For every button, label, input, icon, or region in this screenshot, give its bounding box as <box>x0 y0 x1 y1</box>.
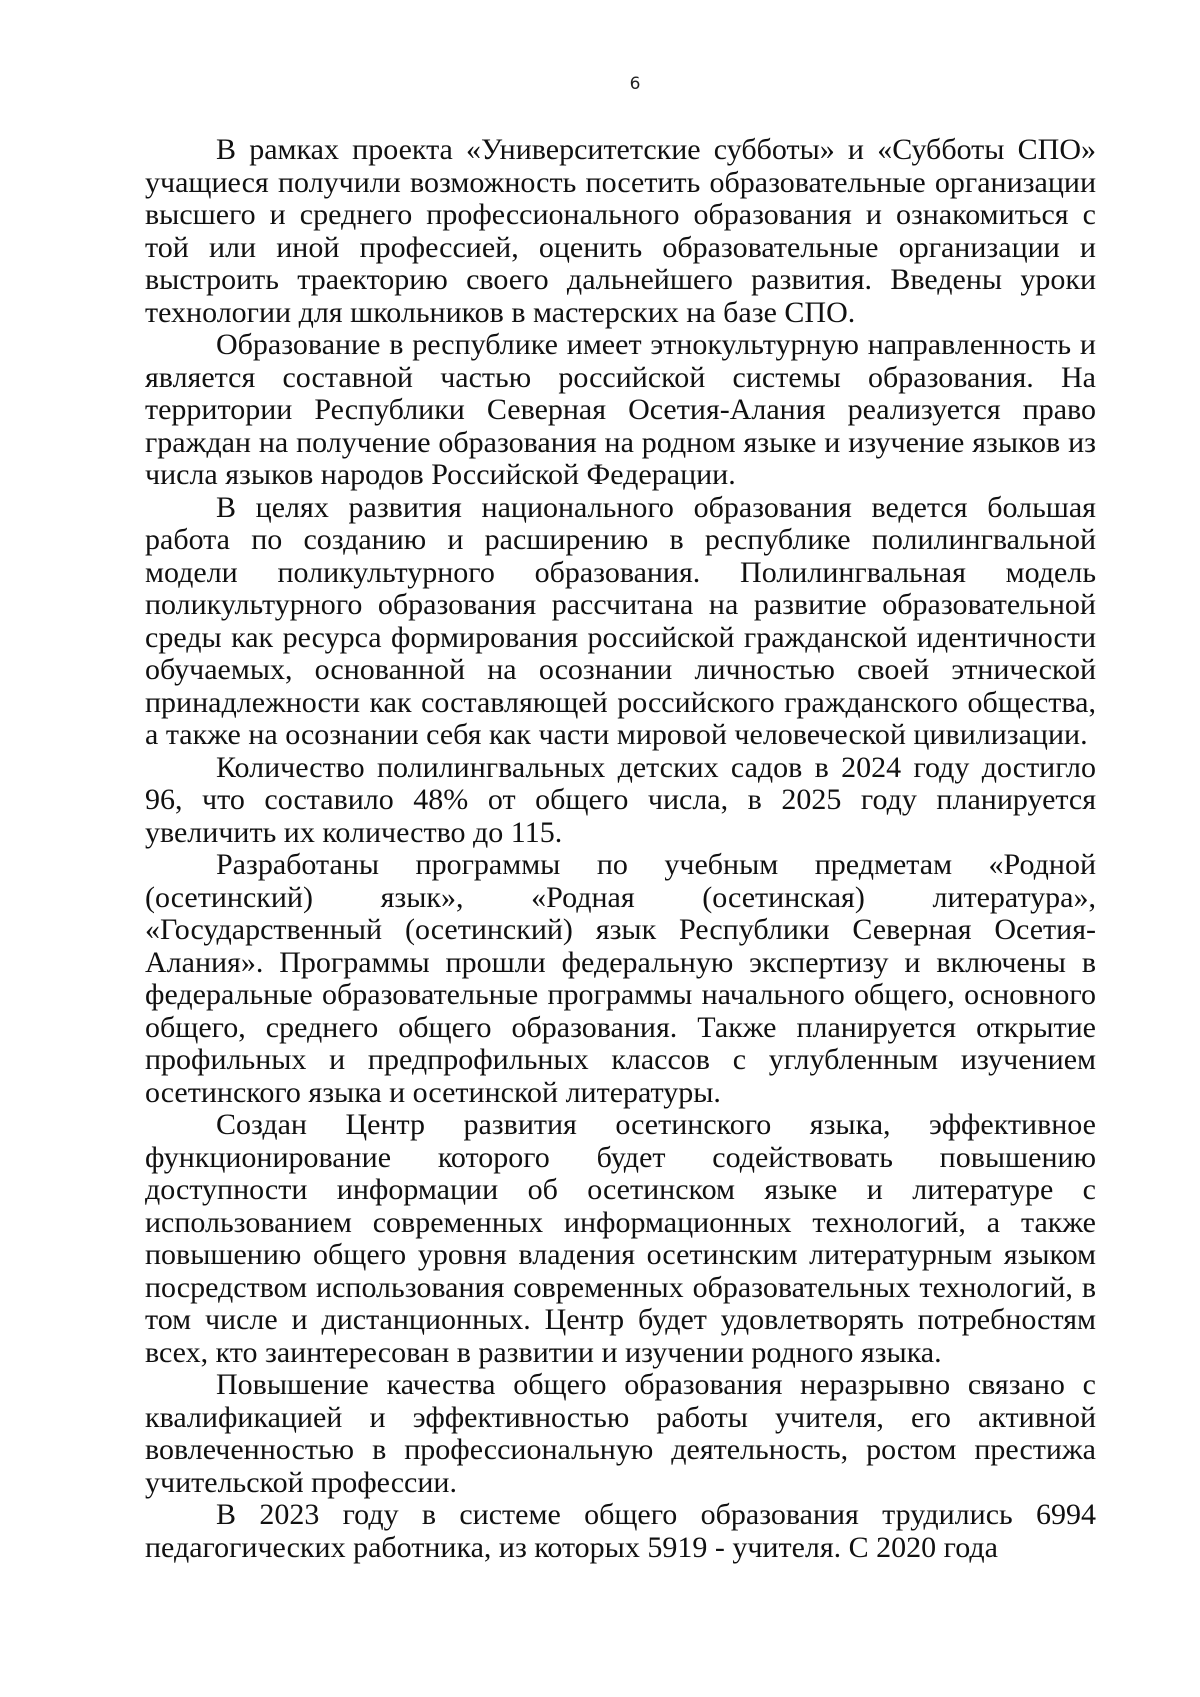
paragraph-ethnocultural-education: Образование в республике имеет этнокультурную направленность и является составной частью российской системы образования. На территории Республики Северная Осетия-Алания реализуется право граждан на получение образования на родном языке и изучение языков из числа языков народов Российской Федерации. <box>145 328 1096 491</box>
page-number: 6 <box>629 74 641 94</box>
paragraph-ossetian-programs: Разработаны программы по учебным предметам «Родной (осетинский) язык», «Родная (осетинская) литература», «Государственный (осетинский) язык Республики Северная Осетия-Алания». Программы прошли федеральную экспертизу и включены в федеральные образовательные программы начального общего, основного общего, среднего общего образования. Также планируется открытие профильных и предпрофильных классов с углубленным изучением осетинского языка и осетинской литературы. <box>145 848 1096 1109</box>
paragraph-kindergartens-count: Количество полилингвальных детских садов в 2024 году достигло 96, что составило 48% от общего числа, в 2025 году планируется увеличить их количество до 115. <box>145 750 1096 849</box>
paragraph-language-center: Создан Центр развития осетинского языка, эффективное функционирование которого будет содействовать повышению доступности информации об осетинском языке и литературе с использованием современных информационных технологий, а также повышению общего уровня владения осетинским литературным языком посредством использования современных образовательных технологий, в том числе и дистанционных. Центр будет удовлетворять потребностям всех, кто заинтересован в развитии и изучении родного языка. <box>145 1108 1096 1369</box>
paragraph-teacher-count: В 2023 году в системе общего образования трудились 6994 педагогических работника, из которых 5919 - учителя. С 2020 года <box>145 1498 1096 1564</box>
paragraph-teacher-quality: Повышение качества общего образования неразрывно связано с квалификацией и эффективностью работы учителя, его активной вовлеченностью в профессиональную деятельность, ростом престижа учительской профессии. <box>145 1368 1096 1499</box>
document-body <box>145 134 1096 1564</box>
paragraph-polylingual-model: В целях развития национального образования ведется большая работа по созданию и расширению в республике полилингвальной модели поликультурного образования. Полилингвальная модель поликультурного образования рассчитана на развитие образовательной среды как ресурса формирования российской гражданской идентичности обучаемых, основанной на осознании личностью своей этнической принадлежности как составляющей российского гражданского общества, а также на осознании себя как части мировой человеческой цивилизации. <box>145 490 1096 751</box>
paragraph-university-saturdays: В рамках проекта «Университетские субботы» и «Субботы СПО» учащиеся получили возможность посетить образовательные организации высшего и среднего профессионального образования и ознакомиться с той или иной профессией, оценить образовательные организации и выстроить траекторию своего дальнейшего развития. Введены уроки технологии для школьников в мастерских на базе СПО. <box>145 133 1096 329</box>
